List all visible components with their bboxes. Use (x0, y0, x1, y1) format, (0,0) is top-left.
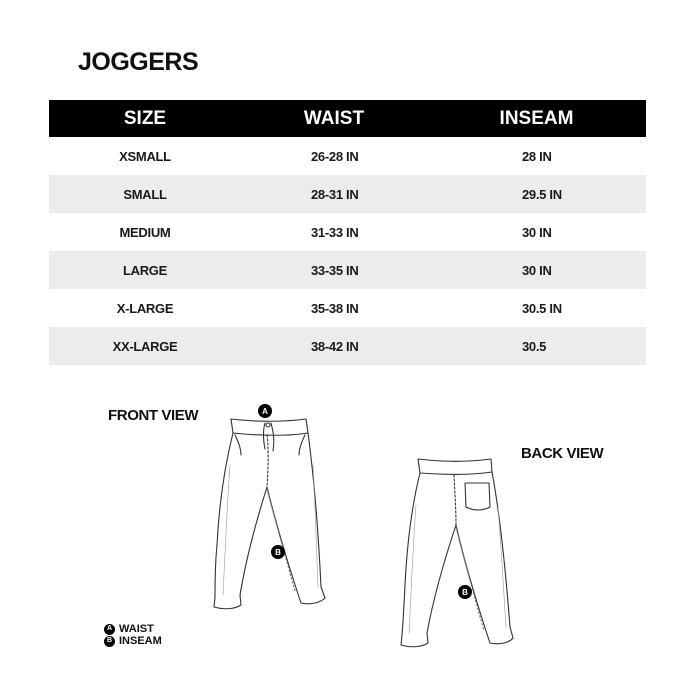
back-view-joggers-illustration (398, 455, 528, 655)
size-cell: LARGE (122, 262, 167, 278)
front-view-joggers-illustration (205, 405, 355, 620)
header-waist: WAIST (303, 107, 365, 129)
inseam-marker-icon: B (104, 636, 115, 647)
table-row (49, 251, 646, 289)
size-chart-table (49, 100, 646, 365)
inseam-cell: 30.5 (522, 338, 547, 354)
measurement-legend (104, 623, 162, 647)
size-cell: XSMALL (119, 148, 171, 164)
size-cell: SMALL (123, 186, 167, 202)
page-title: JOGGERS (78, 48, 199, 76)
legend-label: INSEAM (119, 635, 162, 647)
inseam-cell: 30 IN (522, 224, 552, 240)
waist-cell: 33-35 IN (311, 262, 359, 278)
inseam-marker-icon: B (458, 585, 472, 599)
table-row (49, 137, 646, 175)
waist-marker-icon: A (258, 404, 272, 418)
waist-cell: 26-28 IN (311, 148, 359, 164)
table-row (49, 289, 646, 327)
inseam-marker-icon: B (271, 545, 285, 559)
waist-cell: 38-42 IN (311, 338, 359, 354)
inseam-cell: 30 IN (522, 262, 552, 278)
size-cell: XX-LARGE (112, 338, 178, 354)
waist-cell: 35-38 IN (311, 300, 359, 316)
header-size: SIZE (123, 107, 167, 129)
legend-label: WAIST (119, 623, 154, 635)
waist-marker-icon: A (104, 624, 115, 635)
table-header (49, 100, 646, 137)
legend-item-waist (104, 623, 162, 635)
size-cell: MEDIUM (119, 224, 171, 240)
back-view-label: BACK VIEW (521, 445, 604, 462)
waist-cell: 28-31 IN (311, 186, 359, 202)
header-inseam: INSEAM (499, 107, 574, 129)
size-cell: X-LARGE (116, 300, 174, 316)
inseam-cell: 29.5 IN (522, 186, 562, 202)
inseam-cell: 28 IN (522, 148, 552, 164)
table-row (49, 213, 646, 251)
legend-item-inseam (104, 635, 162, 647)
inseam-cell: 30.5 IN (522, 300, 562, 316)
table-row (49, 327, 646, 365)
table-row (49, 175, 646, 213)
front-view-label: FRONT VIEW (108, 407, 199, 424)
waist-cell: 31-33 IN (311, 224, 359, 240)
